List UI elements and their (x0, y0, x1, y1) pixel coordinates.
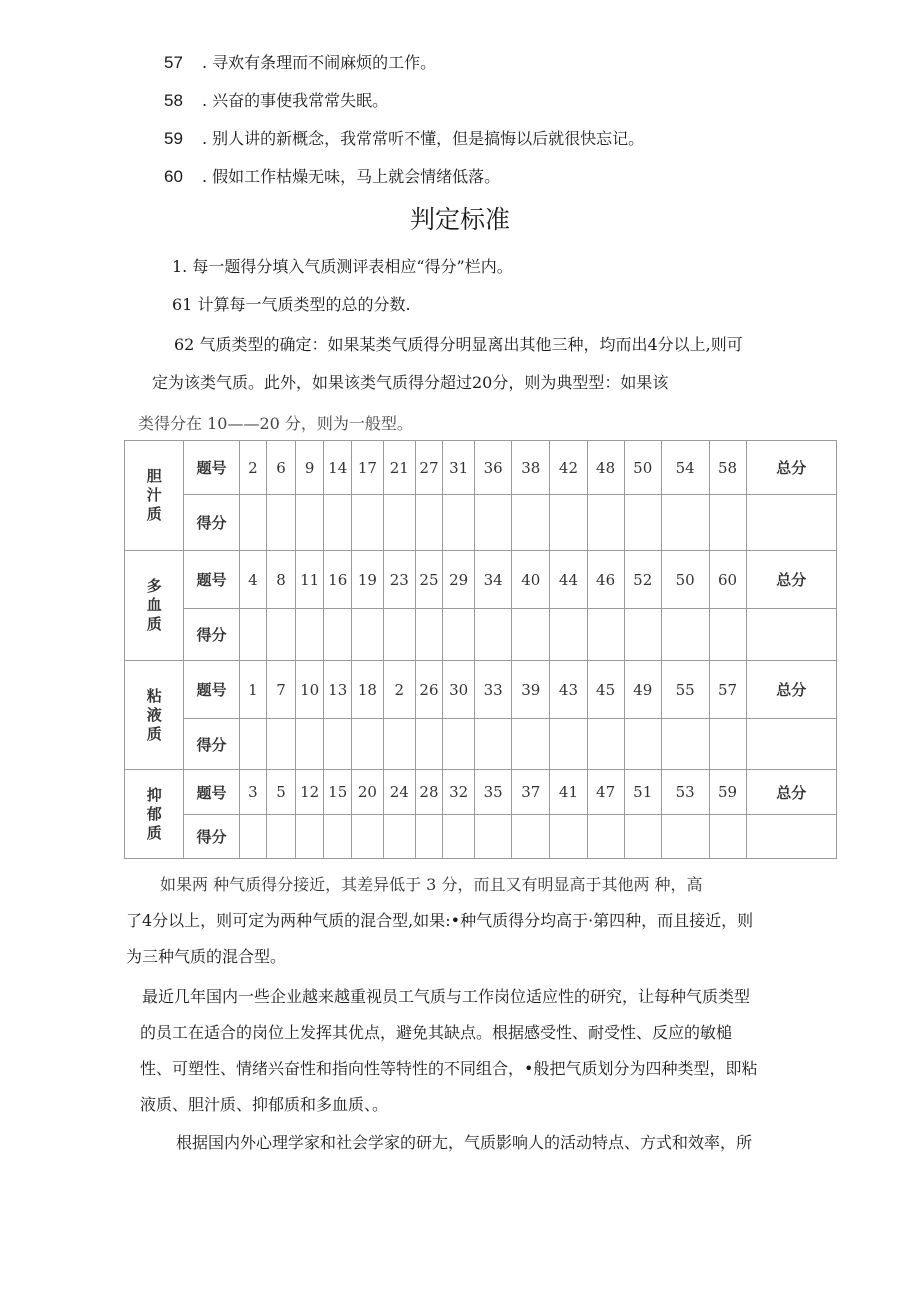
question-57 (164, 52, 436, 74)
question-number-cell: 31 (443, 441, 475, 495)
score-input-cell[interactable] (550, 719, 587, 770)
question-number-cell: 34 (475, 551, 512, 609)
paragraph-1-line-3: 为三种气质的混合型。 (126, 947, 287, 966)
question-number-cell: 30 (443, 661, 475, 719)
score-label: 得分 (184, 495, 239, 551)
question-number-cell: 39 (512, 661, 550, 719)
question-number-cell: 2 (383, 661, 415, 719)
question-number-cell: 53 (661, 770, 709, 815)
question-number-cell: 12 (295, 770, 324, 815)
question-number: 57 (164, 53, 183, 72)
question-number-row (125, 661, 837, 719)
question-number-cell: 21 (383, 441, 415, 495)
question-number-cell: 49 (624, 661, 661, 719)
question-59 (164, 128, 644, 150)
question-number: 58 (164, 91, 183, 110)
question-number-cell: 52 (624, 551, 661, 609)
question-number-cell: 10 (295, 661, 324, 719)
question-number-cell: 15 (324, 770, 352, 815)
question-number-cell: 26 (415, 661, 443, 719)
question-number-cell: 28 (415, 770, 443, 815)
score-input-cell[interactable] (661, 719, 709, 770)
type-label-char: 质 (146, 724, 162, 743)
question-number-cell: 9 (295, 441, 324, 495)
question-number-cell: 44 (550, 551, 587, 609)
score-input-cell[interactable] (475, 815, 512, 859)
score-input-cell[interactable] (661, 815, 709, 859)
question-number-cell: 37 (512, 770, 550, 815)
score-input-cell[interactable] (267, 815, 296, 859)
score-input-cell[interactable] (383, 609, 415, 661)
score-input-cell[interactable] (324, 815, 352, 859)
question-number-cell: 7 (267, 661, 296, 719)
question-number-cell: 40 (512, 551, 550, 609)
section-title: 判定标准 (409, 205, 510, 234)
score-input-cell[interactable] (352, 719, 384, 770)
score-input-cell[interactable] (475, 609, 512, 661)
score-input-cell[interactable] (661, 495, 709, 551)
temperament-type-label (125, 441, 184, 551)
score-input-cell[interactable] (661, 609, 709, 661)
score-input-cell[interactable] (383, 815, 415, 859)
question-number-cell: 5 (267, 770, 296, 815)
score-input-cell[interactable] (512, 719, 550, 770)
score-input-cell[interactable] (415, 609, 443, 661)
question-number-cell: 50 (624, 441, 661, 495)
score-input-cell[interactable] (324, 609, 352, 661)
score-label: 得分 (184, 719, 239, 770)
score-label: 得分 (184, 815, 239, 859)
score-input-cell[interactable] (295, 609, 324, 661)
question-number-cell: 58 (709, 441, 746, 495)
score-input-cell[interactable] (709, 609, 746, 661)
score-input-cell[interactable] (550, 609, 587, 661)
type-label-char: 抑 (146, 785, 162, 804)
score-input-cell[interactable] (624, 719, 661, 770)
question-number-cell: 23 (383, 551, 415, 609)
total-score-cell[interactable] (746, 719, 836, 770)
score-input-cell[interactable] (475, 719, 512, 770)
question-number-cell: 2 (239, 441, 267, 495)
question-text: . 兴奋的事使我常常失眠。 (202, 91, 389, 110)
total-score-label: 总分 (746, 551, 836, 609)
score-input-cell[interactable] (239, 815, 267, 859)
question-number-cell: 60 (709, 551, 746, 609)
total-score-label: 总分 (746, 770, 836, 815)
score-row (125, 609, 837, 661)
question-number-cell: 47 (587, 770, 624, 815)
question-number-cell: 20 (352, 770, 384, 815)
total-score-label: 总分 (746, 441, 836, 495)
type-label-char: 液 (146, 705, 162, 724)
paragraph-2-line-2: 的员工在适合的岗位上发挥其优点，避免其缺点。根据感受性、耐受性、反应的敏槌 (140, 1023, 733, 1042)
question-number-cell: 19 (352, 551, 384, 609)
question-number-cell: 16 (324, 551, 352, 609)
score-input-cell[interactable] (267, 609, 296, 661)
question-number-cell: 51 (624, 770, 661, 815)
question-number-label: 题号 (184, 551, 239, 609)
question-number-row (125, 770, 837, 815)
type-label-char: 质 (146, 615, 162, 633)
total-score-cell[interactable] (746, 609, 836, 661)
question-number-cell: 1 (239, 661, 267, 719)
question-number-cell: 17 (352, 441, 384, 495)
score-input-cell[interactable] (239, 719, 267, 770)
question-number-cell: 41 (550, 770, 587, 815)
type-label-char: 郁 (146, 804, 162, 823)
question-number-cell: 57 (709, 661, 746, 719)
score-input-cell[interactable] (267, 719, 296, 770)
criterion-3-line-2: 定为该类气质。此外，如果该类气质得分超过20分，则为典型型：如果该 (152, 373, 669, 392)
temperament-type-label (125, 551, 184, 661)
score-row (125, 719, 837, 770)
score-input-cell[interactable] (352, 815, 384, 859)
total-score-cell[interactable] (746, 815, 836, 859)
score-input-cell[interactable] (443, 719, 475, 770)
question-number-cell: 38 (512, 441, 550, 495)
question-number: 59 (164, 129, 183, 148)
question-number-cell: 48 (587, 441, 624, 495)
score-input-cell[interactable] (587, 815, 624, 859)
type-label-char: 血 (146, 596, 162, 614)
temperament-type-label (125, 770, 184, 859)
score-input-cell[interactable] (352, 609, 384, 661)
question-number-cell: 29 (443, 551, 475, 609)
type-label-char: 汁 (146, 486, 162, 504)
score-input-cell[interactable] (295, 815, 324, 859)
question-number-row (125, 551, 837, 609)
score-row (125, 495, 837, 551)
criterion-3-line-1: 62 气质类型的确定：如果某类气质得分明显离出其他三种，均而出4分以上,则可 (174, 335, 743, 354)
question-number-cell: 25 (415, 551, 443, 609)
question-number-cell: 8 (267, 551, 296, 609)
temperament-score-table (124, 440, 837, 859)
criterion-2: 61 计算每一气质类型的总的分数. (172, 295, 411, 314)
question-number-cell: 4 (239, 551, 267, 609)
question-number-cell: 13 (324, 661, 352, 719)
type-label-char: 质 (146, 505, 162, 523)
score-input-cell[interactable] (383, 719, 415, 770)
score-input-cell[interactable] (709, 495, 746, 551)
question-number-cell: 36 (475, 441, 512, 495)
score-label: 得分 (184, 609, 239, 661)
score-row (125, 815, 837, 859)
question-number-cell: 3 (239, 770, 267, 815)
score-input-cell[interactable] (415, 719, 443, 770)
type-label-char: 粘 (146, 686, 162, 705)
question-number-cell: 50 (661, 551, 709, 609)
question-number-cell: 11 (295, 551, 324, 609)
criterion-1: 1. 每一题得分填入气质测评表相应“得分”栏内。 (172, 257, 513, 276)
paragraph-2-line-3: 性、可塑性、情绪兴奋性和指向性等特性的不同组合，•般把气质划分为四种类型，即粘 (140, 1059, 758, 1078)
score-input-cell[interactable] (295, 495, 324, 551)
type-label-char: 多 (146, 577, 162, 595)
score-input-cell[interactable] (709, 719, 746, 770)
question-number: 60 (164, 167, 183, 186)
paragraph-2-line-4: 液质、胆汁质、抑郁质和多血质、。 (140, 1095, 389, 1114)
score-input-cell[interactable] (295, 719, 324, 770)
question-number-cell: 18 (352, 661, 384, 719)
question-number-cell: 32 (443, 770, 475, 815)
question-number-cell: 24 (383, 770, 415, 815)
question-text: . 寻欢有条理而不闹麻烦的工作。 (202, 53, 437, 72)
question-number-cell: 59 (709, 770, 746, 815)
score-input-cell[interactable] (624, 815, 661, 859)
question-number-cell: 54 (661, 441, 709, 495)
score-input-cell[interactable] (239, 495, 267, 551)
score-input-cell[interactable] (587, 609, 624, 661)
question-text: . 假如工作枯燥无味，马上就会情绪低落。 (202, 167, 501, 186)
question-number-cell: 45 (587, 661, 624, 719)
score-input-cell[interactable] (324, 719, 352, 770)
question-number-cell: 42 (550, 441, 587, 495)
score-input-cell[interactable] (550, 815, 587, 859)
question-number-label: 题号 (184, 770, 239, 815)
score-input-cell[interactable] (415, 495, 443, 551)
score-input-cell[interactable] (415, 815, 443, 859)
question-60 (164, 166, 500, 188)
question-number-label: 题号 (184, 661, 239, 719)
score-input-cell[interactable] (624, 609, 661, 661)
score-input-cell[interactable] (709, 815, 746, 859)
score-input-cell[interactable] (267, 495, 296, 551)
question-number-cell: 14 (324, 441, 352, 495)
question-number-cell: 33 (475, 661, 512, 719)
total-score-label: 总分 (746, 661, 836, 719)
question-number-cell: 27 (415, 441, 443, 495)
score-input-cell[interactable] (475, 495, 512, 551)
paragraph-1-line-2: 了4分以上，则可定为两种气质的混合型,如果:•种气质得分均高于·第四种，而且接近，则 (126, 911, 754, 930)
question-number-cell: 43 (550, 661, 587, 719)
score-input-cell[interactable] (383, 495, 415, 551)
temperament-type-label (125, 661, 184, 770)
score-input-cell[interactable] (443, 495, 475, 551)
score-input-cell[interactable] (239, 609, 267, 661)
score-input-cell[interactable] (443, 815, 475, 859)
score-input-cell[interactable] (512, 815, 550, 859)
question-number-cell: 35 (475, 770, 512, 815)
question-number-cell: 46 (587, 551, 624, 609)
score-input-cell[interactable] (443, 609, 475, 661)
score-input-cell[interactable] (624, 495, 661, 551)
question-number-cell: 55 (661, 661, 709, 719)
score-input-cell[interactable] (512, 609, 550, 661)
question-number-label: 题号 (184, 441, 239, 495)
criterion-3-line-3: 类得分在 10——20 分，则为一般型。 (138, 414, 413, 433)
question-58 (164, 90, 388, 112)
question-number-row (125, 441, 837, 495)
score-input-cell[interactable] (587, 495, 624, 551)
score-input-cell[interactable] (550, 495, 587, 551)
question-text: . 别人讲的新概念，我常常听不懂，但是搞悔以后就很快忘记。 (202, 129, 645, 148)
total-score-cell[interactable] (746, 495, 836, 551)
question-number-cell: 6 (267, 441, 296, 495)
type-label-char: 胆 (146, 467, 162, 485)
paragraph-1-line-1: 如果两 种气质得分接近，其差异低于 3 分，而且又有明显高于其他两 种，高 (160, 875, 703, 894)
paragraph-3: 根据国内外心理学家和社会学家的研尢，气质影响人的活动特点、方式和效率，所 (176, 1133, 753, 1152)
score-input-cell[interactable] (587, 719, 624, 770)
type-label-char: 质 (146, 823, 162, 842)
score-input-cell[interactable] (512, 495, 550, 551)
paragraph-2-line-1: 最近几年国内一些企业越来越重视员工气质与工作岗位适应性的研究，让每种气质类型 (142, 987, 751, 1006)
score-input-cell[interactable] (352, 495, 384, 551)
score-input-cell[interactable] (324, 495, 352, 551)
